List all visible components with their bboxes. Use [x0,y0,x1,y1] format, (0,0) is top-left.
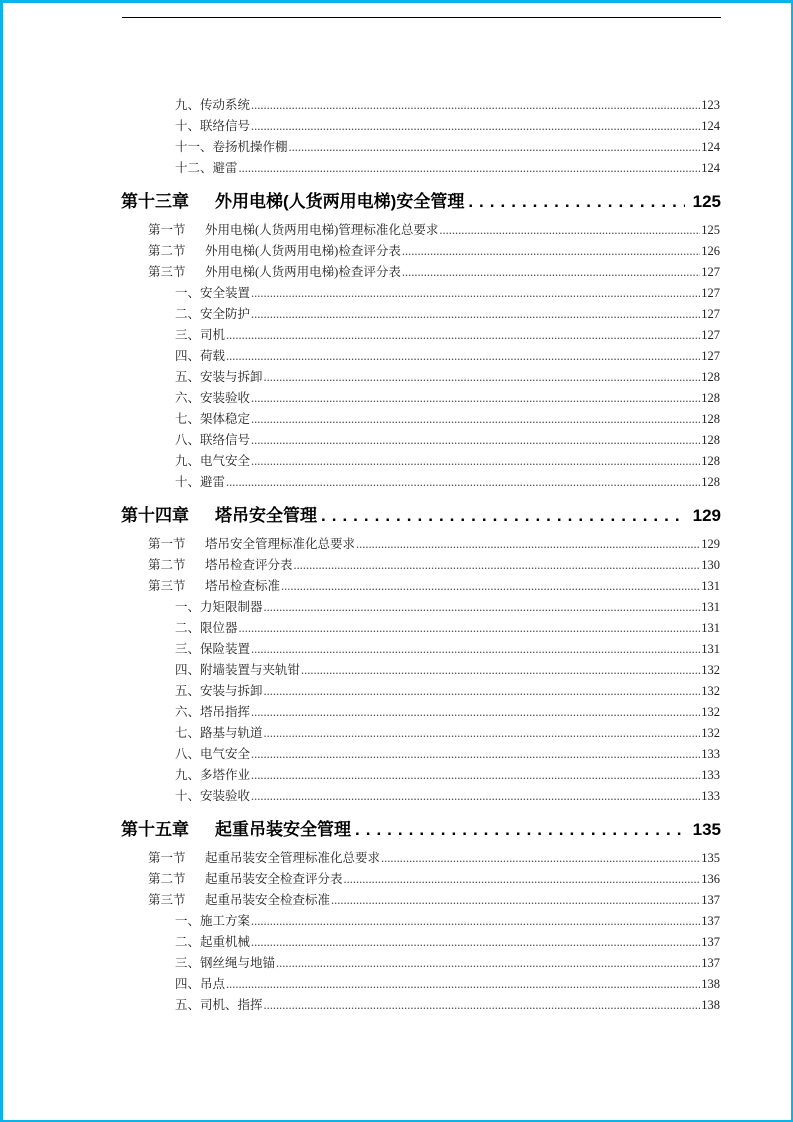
toc-subsection[interactable] [175,367,720,388]
toc-subsection[interactable] [175,325,720,346]
toc-section[interactable] [148,220,720,241]
toc-label: 第三节 [148,893,186,907]
dot-leader [321,505,685,526]
toc-subsection[interactable] [175,911,720,932]
dot-leader [251,430,700,451]
toc-label: 第一节 [148,537,186,551]
toc-subsection[interactable] [175,116,720,137]
toc-page-number: 127 [701,328,720,342]
toc-title: 四、荷载 [175,349,226,363]
dot-leader [251,95,700,116]
toc-title: 六、塔吊指挥 [175,705,251,719]
toc-title: 十、避雷 [175,475,226,489]
toc-page-number: 123 [701,98,720,112]
toc-subsection[interactable] [175,681,720,702]
toc-label: 第三节 [148,579,186,593]
toc-page-number: 125 [701,223,720,237]
toc-subsection[interactable] [175,786,720,807]
toc-page-number: 135 [701,851,720,865]
toc-title: 外用电梯(人货两用电梯)安全管理 [215,192,465,211]
dot-leader [402,262,700,283]
toc-title: 外用电梯(人货两用电梯)检查评分表 [205,244,401,258]
toc-title: 五、安装与拆卸 [175,370,263,384]
toc-section[interactable] [148,534,720,555]
toc-page-number: 137 [701,935,720,949]
dot-leader [239,618,701,639]
toc-title: 塔吊检查评分表 [205,558,293,572]
toc-section[interactable] [148,262,720,283]
toc-subsection[interactable] [175,974,720,995]
dot-leader [402,241,700,262]
toc-label: 第二节 [148,872,186,886]
dot-leader [468,191,684,212]
toc-subsection[interactable] [175,472,720,493]
toc-chapter[interactable] [121,819,721,840]
toc-title: 九、传动系统 [175,98,251,112]
dot-leader [251,786,700,807]
dot-leader [251,932,700,953]
toc-page-number: 124 [701,161,720,175]
dot-leader [264,597,701,618]
toc-page-number: 129 [701,537,720,551]
dot-leader [356,534,700,555]
toc-subsection[interactable] [175,723,720,744]
toc-subsection[interactable] [175,388,720,409]
toc-page-number: 137 [701,956,720,970]
toc-title: 三、司机 [175,328,226,342]
toc-title: 八、电气安全 [175,747,251,761]
dot-leader [331,890,700,911]
header-rule [122,17,721,18]
dot-leader [264,681,701,702]
toc-page-number: 138 [701,998,720,1012]
toc-title: 七、架体稳定 [175,412,251,426]
toc-page-number: 131 [701,600,720,614]
dot-leader [251,765,700,786]
toc-page-number: 133 [701,789,720,803]
dot-leader [289,137,701,158]
toc-label: 第二节 [148,244,186,258]
dot-leader [264,367,701,388]
toc-page-number: 133 [701,747,720,761]
toc-subsection[interactable] [175,137,720,158]
dot-leader [251,639,700,660]
dot-leader [226,346,700,367]
toc-page-number: 124 [701,140,720,154]
toc-title: 起重吊装安全管理 [215,820,351,839]
toc-title: 七、路基与轨道 [175,726,263,740]
toc-subsection[interactable] [175,304,720,325]
toc-title: 塔吊检查标准 [205,579,281,593]
toc-page-number: 127 [701,307,720,321]
toc-chapter[interactable] [121,191,721,212]
toc-title: 起重吊装安全检查标准 [205,893,331,907]
toc-title: 十二、避雷 [175,161,238,175]
dot-leader [264,995,701,1016]
toc-label: 第一节 [148,851,186,865]
toc-page-number: 131 [701,579,720,593]
toc-title: 六、安装验收 [175,391,251,405]
toc-section[interactable] [148,848,720,869]
toc-title: 一、力矩限制器 [175,600,263,614]
dot-leader [251,451,700,472]
toc-label: 第十五章 [121,820,189,839]
toc-page-number: 136 [701,872,720,886]
toc-title: 塔吊安全管理标准化总要求 [205,537,356,551]
toc-page-number: 125 [692,192,721,211]
toc-title: 三、钢丝绳与地锚 [175,956,276,970]
toc-page-number: 126 [701,244,720,258]
toc-page-number: 138 [701,977,720,991]
toc-page-number: 128 [701,454,720,468]
toc-title: 三、保险装置 [175,642,251,656]
toc-title: 五、安装与拆卸 [175,684,263,698]
toc-subsection[interactable] [175,744,720,765]
toc-page-number: 135 [692,820,721,839]
toc-label: 第一节 [148,223,186,237]
toc-page-number: 132 [701,663,720,677]
toc-subsection[interactable] [175,932,720,953]
toc-title: 起重吊装安全管理标准化总要求 [205,851,381,865]
dot-leader [344,869,701,890]
toc-section[interactable] [148,890,720,911]
dot-leader [226,472,700,493]
toc-page-number: 127 [701,265,720,279]
toc-subsection[interactable] [175,618,720,639]
dot-leader [251,409,700,430]
dot-leader [251,304,700,325]
dot-leader [301,660,700,681]
dot-leader [239,158,701,179]
toc-page-number: 132 [701,684,720,698]
toc-title: 二、安全防护 [175,307,251,321]
toc-label: 第十四章 [121,506,189,525]
toc-label: 第二节 [148,558,186,572]
toc-page-number: 128 [701,475,720,489]
toc-title: 十、安装验收 [175,789,251,803]
toc-title: 外用电梯(人货两用电梯)管理标准化总要求 [205,223,439,237]
toc-title: 一、施工方案 [175,914,251,928]
toc-subsection[interactable] [175,765,720,786]
toc-title: 外用电梯(人货两用电梯)检查评分表 [205,265,401,279]
toc-page-number: 130 [701,558,720,572]
toc-subsection[interactable] [175,702,720,723]
toc-title: 二、限位器 [175,621,238,635]
toc-subsection[interactable] [175,953,720,974]
toc-title: 十一、卷扬机操作棚 [175,140,288,154]
dot-leader [226,325,700,346]
dot-leader [264,723,701,744]
toc-section[interactable] [148,869,720,890]
dot-leader [251,702,700,723]
dot-leader [439,220,700,241]
toc-page-number: 128 [701,391,720,405]
toc-page-number: 137 [701,914,720,928]
toc-page-number: 132 [701,726,720,740]
toc-subsection[interactable] [175,597,720,618]
toc-title: 二、起重机械 [175,935,251,949]
toc-subsection[interactable] [175,158,720,179]
toc-page-number: 137 [701,893,720,907]
toc-subsection[interactable] [175,346,720,367]
toc-title: 一、安全装置 [175,286,251,300]
toc-page-number: 124 [701,119,720,133]
dot-leader [251,116,700,137]
toc-title: 起重吊装安全检查评分表 [205,872,343,886]
toc-title: 四、附墙装置与夹轨钳 [175,663,301,677]
toc-label: 第三节 [148,265,186,279]
toc-title: 八、联络信号 [175,433,251,447]
toc-subsection[interactable] [175,430,720,451]
toc-subsection[interactable] [175,409,720,430]
toc-subsection[interactable] [175,283,720,304]
toc-page-number: 127 [701,286,720,300]
toc-title: 五、司机、指挥 [175,998,263,1012]
toc-page-number: 131 [701,621,720,635]
dot-leader [251,911,700,932]
dot-leader [381,848,700,869]
dot-leader [251,744,700,765]
toc-title: 九、电气安全 [175,454,251,468]
toc-page-number: 132 [701,705,720,719]
toc-label: 第十三章 [121,192,189,211]
toc-section[interactable] [148,241,720,262]
dot-leader [251,283,700,304]
toc-subsection[interactable] [175,639,720,660]
toc-page-number: 128 [701,433,720,447]
dot-leader [281,576,700,597]
toc-subsection[interactable] [175,660,720,681]
toc-subsection[interactable] [175,451,720,472]
toc-page-number: 128 [701,370,720,384]
toc-section[interactable] [148,555,720,576]
toc-chapter[interactable] [121,505,721,526]
toc-page-number: 127 [701,349,720,363]
toc-title: 十、联络信号 [175,119,251,133]
toc-title: 四、吊点 [175,977,226,991]
table-of-contents [3,95,791,1016]
toc-page-number: 131 [701,642,720,656]
toc-subsection[interactable] [175,995,720,1016]
dot-leader [294,555,701,576]
toc-title: 塔吊安全管理 [215,506,317,525]
toc-page-number: 129 [692,506,721,525]
dot-leader [251,388,700,409]
dot-leader [355,819,685,840]
toc-subsection[interactable] [175,95,720,116]
toc-page-number: 133 [701,768,720,782]
toc-title: 九、多塔作业 [175,768,251,782]
toc-page-number: 128 [701,412,720,426]
toc-section[interactable] [148,576,720,597]
dot-leader [226,974,700,995]
dot-leader [276,953,700,974]
